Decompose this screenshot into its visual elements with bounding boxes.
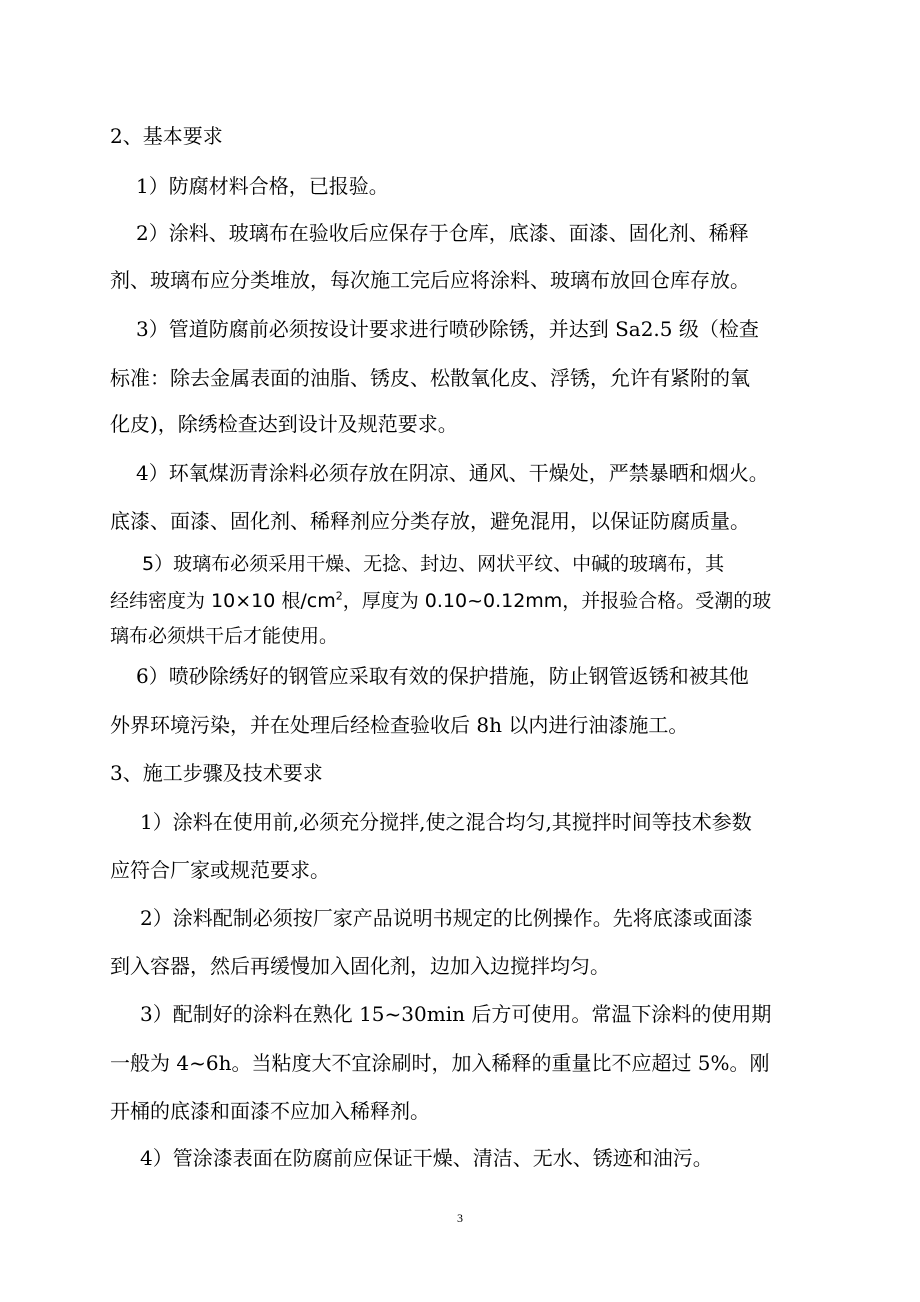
paragraph-line: 化皮)，除绣检查达到设计及规范要求。	[110, 412, 458, 436]
section-heading-construction-steps: 3、施工步骤及技术要求	[110, 761, 323, 785]
paragraph-line: 4）环氧煤沥青涂料必须存放在阴凉、通风、干燥处，严禁暴晒和烟火。	[136, 461, 769, 485]
paragraph-line: 3）管道防腐前必须按设计要求进行喷砂除锈，并达到 Sa2.5 级（检查	[136, 317, 759, 341]
paragraph-line: 到入容器，然后再缓慢加入固化剂，边加入边搅拌均匀。	[110, 954, 610, 978]
paragraph-line	[110, 590, 771, 612]
paragraph-line: 2）涂料配制必须按厂家产品说明书规定的比例操作。先将底漆或面漆	[140, 906, 753, 930]
paragraph-line: 1）涂料在使用前,必须充分搅拌,使之混合均匀,其搅拌时间等技术参数	[140, 810, 752, 834]
paragraph-line: 2）涂料、玻璃布在验收后应保存于仓库，底漆、面漆、固化剂、稀释	[136, 221, 749, 245]
paragraph-text: ，厚度为 0.10~0.12mm，并报验合格。受潮的玻	[342, 590, 772, 612]
page-number: 3	[457, 1211, 463, 1225]
paragraph-line: 一般为 4~6h。当粘度大不宜涂刷时，加入稀释的重量比不应超过 5%。刚	[110, 1051, 770, 1075]
paragraph-line: 标准：除去金属表面的油脂、锈皮、松散氧化皮、浮锈，允许有紧附的氧	[110, 366, 750, 390]
paragraph-line: 1）防腐材料合格，已报验。	[136, 174, 389, 198]
paragraph-line: 开桶的底漆和面漆不应加入稀释剂。	[110, 1099, 430, 1123]
paragraph-line: 5）玻璃布必须采用干燥、无捻、封边、网状平纹、中碱的玻璃布，其	[142, 553, 725, 575]
paragraph-line: 璃布必须烘干后才能使用。	[110, 625, 339, 647]
paragraph-line: 应符合厂家或规范要求。	[110, 858, 330, 882]
paragraph-line: 4）管涂漆表面在防腐前应保证干燥、清洁、无水、锈迹和油污。	[140, 1146, 713, 1170]
paragraph-line: 外界环境污染，并在处理后经检查验收后 8h 以内进行油漆施工。	[110, 713, 689, 737]
paragraph-line: 3）配制好的涂料在熟化 15~30min 后方可使用。常温下涂料的使用期	[140, 1002, 772, 1026]
paragraph-text: 经纬密度为 10×10 根/cm	[110, 590, 336, 612]
paragraph-line: 6）喷砂除绣好的钢管应采取有效的保护措施，防止钢管返锈和被其他	[136, 664, 749, 688]
paragraph-line: 剂、玻璃布应分类堆放，每次施工完后应将涂料、玻璃布放回仓库存放。	[110, 268, 750, 292]
section-heading-basic-requirements: 2、基本要求	[110, 124, 223, 148]
superscript: 2	[335, 589, 343, 603]
paragraph-line: 底漆、面漆、固化剂、稀释剂应分类存放，避免混用，以保证防腐质量。	[110, 509, 750, 533]
